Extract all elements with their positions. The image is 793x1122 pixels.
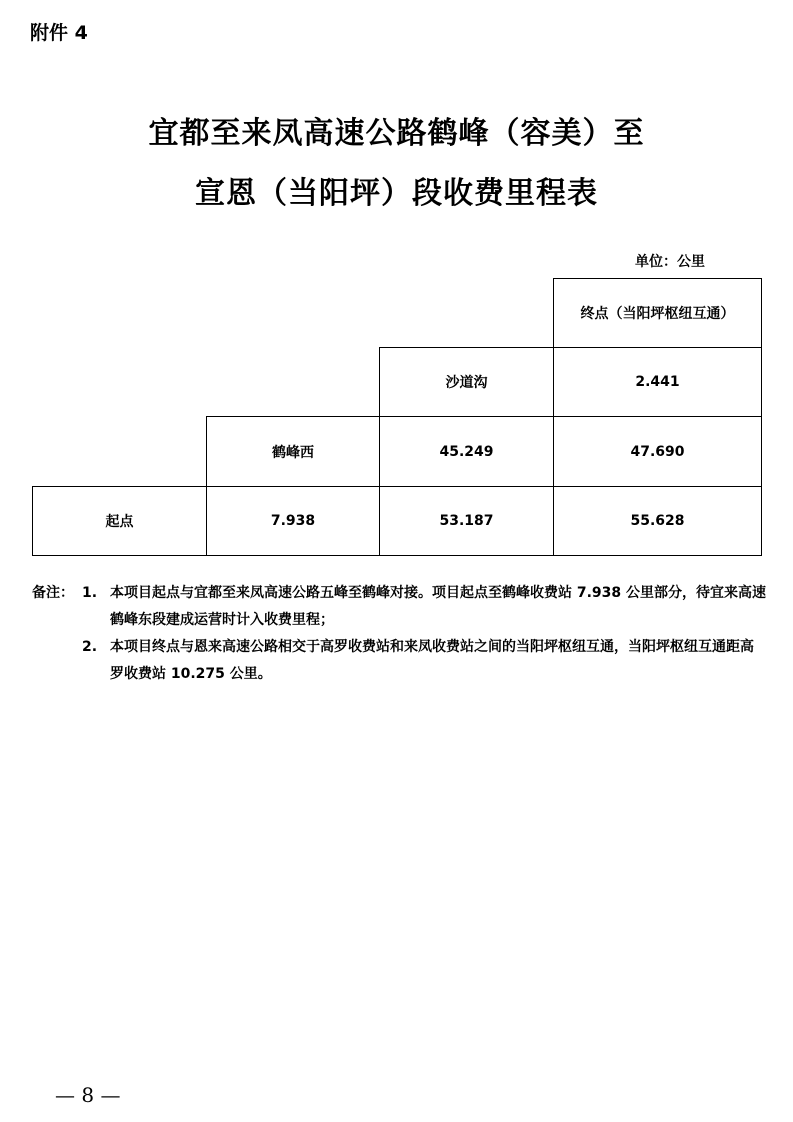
note-text: 本项目起点与宜都至来凤高速公路五峰至鹤峰对接。项目起点至鹤峰收费站 7.938 公里部分，待宜来高速鹤峰东段建成运营时计入收费里程； <box>110 585 767 628</box>
unit-label: 单位：公里 <box>635 254 705 270</box>
cell-start-header: 起点 <box>32 486 207 556</box>
cell-start-to-shadaogou: 53.187 <box>379 486 554 556</box>
page-number: — 8 — <box>55 1083 121 1107</box>
notes <box>32 580 767 688</box>
title-line-1: 宜都至来凤高速公路鹤峰（容美）至 <box>148 116 645 151</box>
cell-terminus-header: 终点（当阳坪枢纽互通） <box>553 278 762 348</box>
note-number: 1. <box>82 585 98 601</box>
cell-hefengxi-header: 鹤峰西 <box>206 416 380 487</box>
cell-shadaogou-header: 沙道沟 <box>379 347 554 417</box>
note-item-1 <box>32 580 767 634</box>
attachment-label: 附件 4 <box>30 22 88 44</box>
cell-shadaogou-to-terminus: 2.441 <box>553 347 762 417</box>
note-item-2 <box>32 634 767 688</box>
cell-start-to-hefengxi: 7.938 <box>206 486 380 556</box>
note-number: 2. <box>82 639 98 655</box>
cell-hefengxi-to-shadaogou: 45.249 <box>379 416 554 487</box>
title-line-2: 宣恩（当阳坪）段收费里程表 <box>195 176 598 211</box>
cell-start-to-terminus: 55.628 <box>553 486 762 556</box>
note-text: 本项目终点与恩来高速公路相交于高罗收费站和来凤收费站之间的当阳坪枢纽互通，当阳坪枢纽互通距高罗收费站 10.275 公里。 <box>110 639 754 682</box>
cell-hefengxi-to-terminus: 47.690 <box>553 416 762 487</box>
notes-prefix: 备注： <box>32 585 74 601</box>
